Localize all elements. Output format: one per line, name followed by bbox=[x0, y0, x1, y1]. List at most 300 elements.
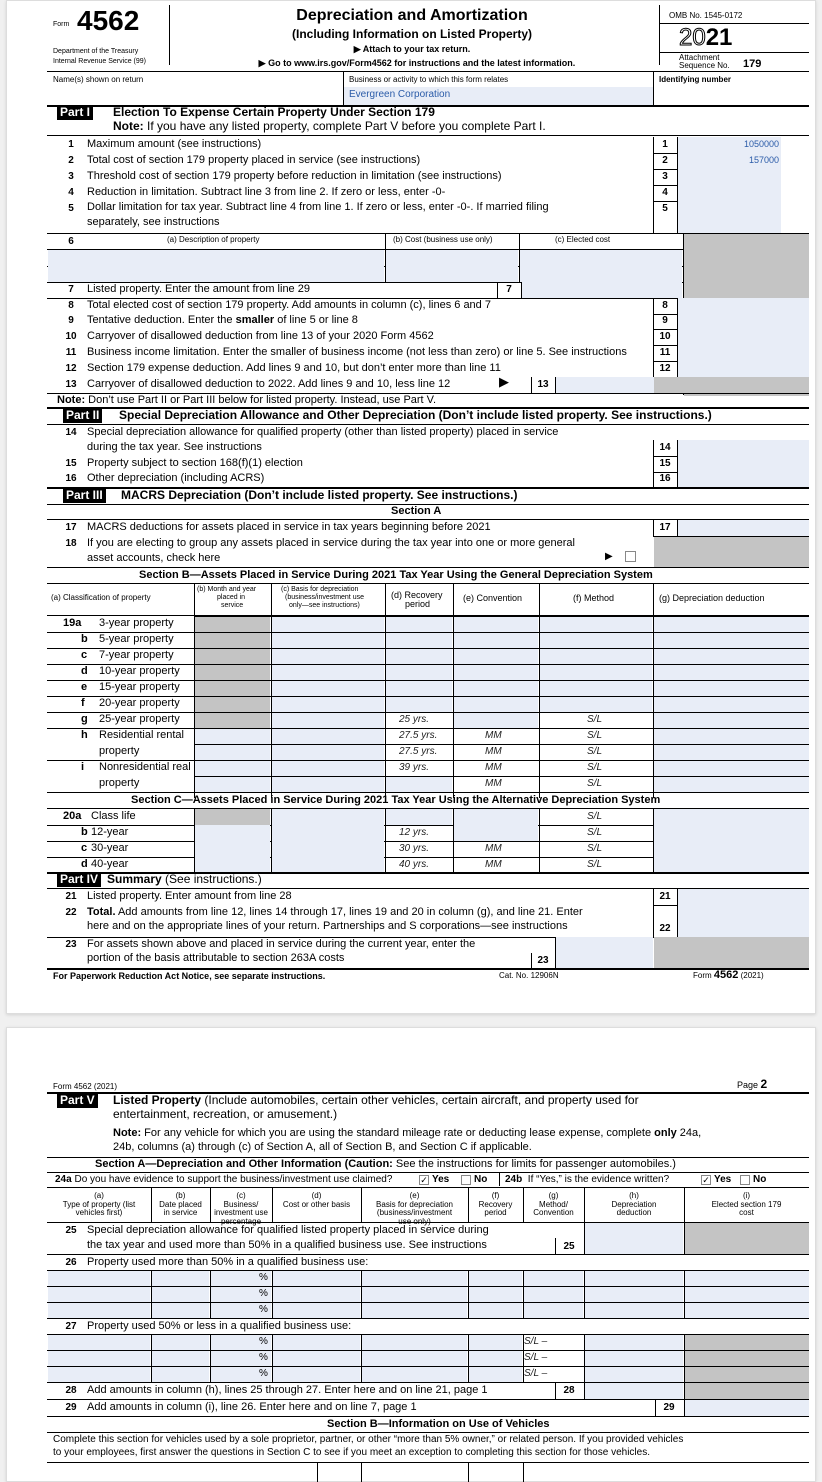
omb-number: OMB No. 1545-0172 bbox=[669, 11, 743, 20]
row-19-basis[interactable] bbox=[272, 760, 384, 776]
line-27-cost[interactable] bbox=[273, 1367, 360, 1382]
row-19-convention-value: MM bbox=[485, 762, 502, 773]
part-1-tag: Part I bbox=[57, 106, 93, 120]
row-19-letter: g bbox=[81, 713, 88, 725]
line-16-amount[interactable] bbox=[678, 471, 809, 487]
line-26-cost[interactable] bbox=[273, 1271, 360, 1286]
row-19-letter: b bbox=[81, 633, 88, 645]
line-26-cost[interactable] bbox=[273, 1303, 360, 1318]
line-24b-yes-checkbox[interactable]: ✓ bbox=[702, 1175, 710, 1185]
line-27-date[interactable] bbox=[152, 1351, 209, 1366]
section-b-heading: Section B—Assets Placed in Service During 2021 Tax Year Using the General Depreciation System bbox=[139, 569, 653, 581]
row-20-label: 30-year bbox=[91, 842, 129, 854]
row-20-recovery-value: 30 yrs. bbox=[399, 843, 430, 854]
row-19-recovery[interactable] bbox=[386, 776, 452, 792]
row-20-convention[interactable] bbox=[454, 825, 538, 841]
line-27-type[interactable] bbox=[48, 1367, 150, 1382]
line-27-recovery[interactable] bbox=[469, 1351, 522, 1366]
percent-sign: % bbox=[259, 1272, 268, 1283]
row-19-label: 7-year property bbox=[99, 649, 174, 661]
line-27-shade bbox=[685, 1367, 809, 1382]
row-19-basis[interactable] bbox=[272, 744, 384, 760]
listed-property-desc: (Include automobiles, certain other vehicles, certain aircraft, and property used for bbox=[201, 1093, 639, 1107]
line-22-text-a: Add amounts from line 12, lines 14 through 17, lines 19 and 20 in column (g), and line 21. Enter bbox=[115, 906, 583, 918]
line-26-recovery[interactable] bbox=[469, 1287, 522, 1302]
line-2-value: 157000 bbox=[748, 155, 779, 165]
line-18-text: If you are electing to group any assets placed in service during the tax year into one or more general bbox=[87, 537, 575, 549]
caution-text: See the instructions for limits for passenger automobiles.) bbox=[392, 1158, 676, 1170]
row-19-label: property bbox=[99, 777, 140, 789]
row-19-deduction[interactable] bbox=[654, 648, 809, 664]
line-6-description-1[interactable] bbox=[48, 250, 384, 266]
line-14-box-number: 14 bbox=[659, 442, 671, 453]
line-26-179[interactable] bbox=[685, 1271, 809, 1286]
line-17-amount[interactable] bbox=[678, 520, 809, 536]
row-19-month[interactable] bbox=[195, 776, 270, 792]
line-18-text-2: asset accounts, check here bbox=[87, 552, 221, 564]
row-19-basis[interactable] bbox=[272, 632, 384, 648]
col-header-h2: Depreciation bbox=[611, 1199, 657, 1209]
line-18-checkbox[interactable] bbox=[625, 551, 636, 562]
row-19-basis[interactable] bbox=[272, 696, 384, 712]
line-25-text-2: the tax year and used more than 50% in a qualified business use. See instructions bbox=[87, 1239, 487, 1251]
line-3-number: 3 bbox=[68, 171, 74, 182]
row-19-deduction[interactable] bbox=[654, 664, 809, 680]
column-rule bbox=[677, 298, 678, 314]
column-rule bbox=[677, 313, 678, 329]
rule-line bbox=[47, 1254, 809, 1255]
line-28-shade bbox=[685, 1383, 809, 1399]
line-15-number: 15 bbox=[65, 458, 77, 469]
col-e-header: (e) Convention bbox=[463, 593, 523, 603]
row-20-basis[interactable] bbox=[272, 857, 384, 873]
line-26-method[interactable] bbox=[524, 1287, 583, 1302]
col-c-header: (c) Basis for depreciation bbox=[281, 586, 359, 593]
row-19-convention[interactable] bbox=[454, 616, 538, 632]
summary-subtitle: (See instructions.) bbox=[161, 872, 262, 886]
row-19-month-shade bbox=[195, 648, 270, 664]
col-header-a2: Type of property (list bbox=[62, 1199, 136, 1209]
row-20-month bbox=[195, 809, 270, 825]
line-26-basis[interactable] bbox=[362, 1271, 467, 1286]
rule-line bbox=[194, 728, 809, 729]
line-9-amount[interactable] bbox=[678, 313, 809, 329]
row-19-recovery[interactable] bbox=[386, 696, 452, 712]
rule-line bbox=[47, 1172, 809, 1173]
line-26-179[interactable] bbox=[685, 1287, 809, 1302]
line-13-number: 13 bbox=[65, 379, 77, 390]
line-14-amount[interactable] bbox=[678, 440, 809, 456]
line-23-amount[interactable] bbox=[556, 937, 653, 968]
line-27-deduction[interactable] bbox=[585, 1351, 683, 1366]
percent-sign: % bbox=[259, 1304, 268, 1315]
line-26-recovery[interactable] bbox=[469, 1303, 522, 1318]
attach-instruction: ▶ Attach to your tax return. bbox=[353, 44, 471, 54]
line-18-number: 18 bbox=[65, 538, 77, 549]
summary-title: Summary bbox=[107, 872, 162, 886]
row-19-method-value: S/L bbox=[587, 714, 603, 725]
col-header-d1: (d) bbox=[311, 1191, 322, 1200]
line-24a-no-checkbox[interactable] bbox=[461, 1175, 471, 1185]
col-header-e3: (business/investment bbox=[376, 1208, 453, 1217]
line-27-method-value: S/L – bbox=[524, 1368, 548, 1379]
row-19-deduction[interactable] bbox=[654, 696, 809, 712]
row-20-deduction[interactable] bbox=[654, 825, 809, 841]
row-19-month[interactable] bbox=[195, 728, 270, 744]
row-20-month[interactable] bbox=[195, 825, 270, 841]
footer-form-num: 4562 bbox=[713, 969, 739, 981]
line-5-text-2: separately, see instructions bbox=[87, 216, 220, 228]
row-19-method[interactable] bbox=[540, 632, 652, 648]
section-b-text: Complete this section for vehicles used by a sole proprietor, partner, or other “more than 5% owner,” or related person. If you provided vehicles bbox=[53, 1434, 684, 1445]
row-19-deduction[interactable] bbox=[654, 776, 809, 792]
col-header-i1: (i) bbox=[742, 1191, 751, 1200]
row-19-convention[interactable] bbox=[454, 648, 538, 664]
line-26-text: Property used more than 50% in a qualified business use: bbox=[87, 1256, 369, 1268]
note-text-b: 24a, bbox=[676, 1127, 702, 1139]
column-rule bbox=[653, 153, 654, 169]
line-26-number: 26 bbox=[65, 1257, 77, 1268]
row-20-method-value: S/L bbox=[587, 827, 603, 838]
col-header-a3: vehicles first) bbox=[75, 1208, 123, 1217]
row-20-month[interactable] bbox=[195, 841, 270, 857]
line-26-method[interactable] bbox=[524, 1303, 583, 1318]
row-19-letter: e bbox=[81, 681, 88, 693]
row-19-month[interactable] bbox=[195, 760, 270, 776]
note-text: For any vehicle for which you are using the standard mileage rate or deducting lease expense, complete bbox=[141, 1127, 655, 1139]
row-19-convention[interactable] bbox=[454, 664, 538, 680]
row-19-letter: d bbox=[81, 665, 88, 677]
line-6-description-2[interactable] bbox=[48, 266, 384, 282]
line-28-amount[interactable] bbox=[585, 1383, 683, 1399]
row-19-letter: c bbox=[81, 649, 88, 661]
column-rule bbox=[523, 1462, 524, 1482]
col-header-f1: (f) bbox=[491, 1191, 500, 1200]
row-19-deduction[interactable] bbox=[654, 680, 809, 696]
line-23-number: 23 bbox=[65, 939, 77, 950]
line-3-amount[interactable] bbox=[678, 169, 781, 185]
line-4-number: 4 bbox=[68, 187, 74, 198]
section-a-title: Section A—Depreciation and Other Information bbox=[95, 1158, 342, 1170]
line-27-shade bbox=[685, 1351, 809, 1366]
column-rule bbox=[653, 137, 654, 153]
line-5-number: 5 bbox=[662, 203, 668, 214]
line-26-type[interactable] bbox=[48, 1271, 150, 1286]
line-26-date[interactable] bbox=[152, 1271, 209, 1286]
row-19-recovery[interactable] bbox=[386, 648, 452, 664]
row-20-basis[interactable] bbox=[272, 841, 384, 857]
line-26-deduction[interactable] bbox=[585, 1271, 683, 1286]
column-rule bbox=[653, 298, 654, 314]
line-27-method-value: S/L – bbox=[524, 1352, 548, 1363]
rule-line bbox=[194, 744, 809, 745]
row-19-month-shade bbox=[195, 680, 270, 696]
row-19-recovery[interactable] bbox=[386, 680, 452, 696]
rule-line bbox=[47, 1318, 809, 1319]
line-24b-yes-label: Yes bbox=[714, 1174, 732, 1185]
percent-sign: % bbox=[259, 1368, 268, 1379]
line-27-deduction[interactable] bbox=[585, 1367, 683, 1382]
col-header-c3: investment use bbox=[214, 1208, 268, 1217]
line-27-date[interactable] bbox=[152, 1335, 209, 1350]
col-header-g1: (g) bbox=[548, 1191, 559, 1200]
col-b-header-2: placed in bbox=[217, 594, 246, 601]
line-9-text bbox=[87, 314, 358, 327]
row-19-month-shade bbox=[195, 616, 270, 632]
row-19-letter: 19a bbox=[63, 617, 82, 629]
part-3-tag: Part III bbox=[63, 489, 106, 503]
business-label: Business or activity to which this form relates bbox=[349, 75, 509, 84]
row-19-basis[interactable] bbox=[272, 712, 384, 728]
col-d-header: (d) Recovery bbox=[391, 590, 443, 600]
rule-line bbox=[47, 424, 809, 425]
row-19-recovery[interactable] bbox=[386, 616, 452, 632]
line-26-type[interactable] bbox=[48, 1303, 150, 1318]
line-7-amount[interactable] bbox=[522, 282, 682, 298]
row-19-convention-value: MM bbox=[485, 730, 502, 741]
form-prefix: Form bbox=[53, 21, 70, 28]
line-27-recovery[interactable] bbox=[469, 1335, 522, 1350]
line-10-amount[interactable] bbox=[678, 329, 809, 345]
row-19-convention[interactable] bbox=[454, 632, 538, 648]
row-19-recovery-value: 27.5 yrs. bbox=[399, 730, 438, 741]
line-26-deduction[interactable] bbox=[585, 1303, 683, 1318]
col-header-h1: (h) bbox=[629, 1191, 639, 1200]
row-19-basis[interactable] bbox=[272, 776, 384, 792]
line-4-amount[interactable] bbox=[678, 185, 781, 201]
row-19-basis[interactable] bbox=[272, 616, 384, 632]
column-rule bbox=[653, 889, 654, 905]
line-12-amount[interactable] bbox=[678, 361, 809, 377]
line-14-text-2: during the tax year. See instructions bbox=[87, 441, 262, 453]
row-19-deduction[interactable] bbox=[654, 760, 809, 776]
rule-line bbox=[194, 696, 809, 697]
column-rule bbox=[653, 169, 654, 185]
line-27-basis[interactable] bbox=[362, 1351, 467, 1366]
row-19-basis[interactable] bbox=[272, 728, 384, 744]
line-1-number: 1 bbox=[68, 139, 74, 150]
line-10-text: Carryover of disallowed deduction from line 13 of your 2020 Form 4562 bbox=[87, 330, 434, 342]
line-21-box-number: 21 bbox=[659, 891, 671, 902]
part-3-title: MACRS Depreciation (Don’t include listed property. See instructions.) bbox=[121, 488, 518, 502]
line-7-number: 7 bbox=[68, 284, 74, 295]
line-10-number: 10 bbox=[65, 331, 77, 342]
line-6-cost-2[interactable] bbox=[386, 266, 518, 282]
line-7-text: Listed property. Enter the amount from line 29 bbox=[87, 283, 310, 295]
line-6-elected-1[interactable] bbox=[520, 250, 682, 266]
line-27-type[interactable] bbox=[48, 1351, 150, 1366]
line-27-type[interactable] bbox=[48, 1335, 150, 1350]
row-19-recovery-value: 27.5 yrs. bbox=[399, 746, 438, 757]
form-number: 4562 bbox=[77, 5, 140, 36]
line-26-date[interactable] bbox=[152, 1287, 209, 1302]
rule-line bbox=[47, 135, 809, 136]
row-19-method-value: S/L bbox=[587, 730, 603, 741]
footer-form-pre: Form bbox=[693, 971, 714, 980]
line-21-text: Listed property. Enter amount from line 28 bbox=[87, 890, 292, 902]
row-19-basis[interactable] bbox=[272, 680, 384, 696]
line-27-number: 27 bbox=[65, 1321, 77, 1332]
rule-line bbox=[47, 792, 809, 793]
col-c-header-2: (business/investment use bbox=[285, 594, 364, 601]
line-24a-no-label: No bbox=[474, 1174, 488, 1185]
col-g-header: (g) Depreciation deduction bbox=[659, 593, 765, 603]
col-header-h3: deduction bbox=[616, 1208, 652, 1217]
line-3-text: Threshold cost of section 179 property before reduction in limitation (see instructions) bbox=[87, 170, 502, 182]
line-26-type[interactable] bbox=[48, 1287, 150, 1302]
row-19-method-value: S/L bbox=[587, 746, 603, 757]
row-19-recovery[interactable] bbox=[386, 632, 452, 648]
row-19-deduction[interactable] bbox=[654, 728, 809, 744]
row-19-convention[interactable] bbox=[454, 696, 538, 712]
row-19-deduction[interactable] bbox=[654, 632, 809, 648]
line-26-cost[interactable] bbox=[273, 1287, 360, 1302]
line-22-text-2: here and on the appropriate lines of your return. Partnerships and S corporations—see instructions bbox=[87, 920, 568, 932]
line-9-number: 9 bbox=[68, 315, 74, 326]
percent-sign: % bbox=[259, 1352, 268, 1363]
line-14-text: Special depreciation allowance for qualified property (other than listed property) placed in service bbox=[87, 426, 559, 438]
line-5-amount[interactable] bbox=[678, 201, 781, 233]
attachment-label: Attachment bbox=[679, 53, 720, 62]
row-19-method[interactable] bbox=[540, 616, 652, 632]
row-20-convention[interactable] bbox=[454, 809, 538, 825]
line-22-total: Total. bbox=[87, 906, 116, 918]
column-rule bbox=[653, 361, 654, 377]
line-26-179[interactable] bbox=[685, 1303, 809, 1318]
line-1-value: 1050000 bbox=[743, 139, 779, 149]
row-20-deduction[interactable] bbox=[654, 841, 809, 857]
line-11-amount[interactable] bbox=[678, 345, 809, 361]
col-header-b1: (b) bbox=[175, 1191, 186, 1200]
line-22-amount[interactable] bbox=[678, 905, 809, 937]
line-27-recovery[interactable] bbox=[469, 1367, 522, 1382]
row-19-method[interactable] bbox=[540, 696, 652, 712]
column-rule bbox=[499, 1172, 500, 1186]
row-20-letter: 20a bbox=[63, 810, 82, 822]
row-20-basis[interactable] bbox=[272, 809, 384, 825]
line-9-smaller: smaller bbox=[235, 314, 275, 326]
row-19-basis[interactable] bbox=[272, 648, 384, 664]
line-24a-yes-checkbox[interactable]: ✓ bbox=[420, 1175, 428, 1185]
column-rule bbox=[653, 185, 654, 201]
page-number bbox=[737, 1078, 767, 1092]
row-20-recovery[interactable] bbox=[386, 809, 452, 825]
column-rule bbox=[653, 440, 654, 456]
line-26-basis[interactable] bbox=[362, 1303, 467, 1318]
row-19-method[interactable] bbox=[540, 680, 652, 696]
line-11-number: 11 bbox=[65, 347, 77, 358]
line-6-elected-2[interactable] bbox=[520, 266, 682, 282]
line-27-cost[interactable] bbox=[273, 1335, 360, 1350]
part-2-tag: Part II bbox=[63, 409, 102, 423]
column-rule bbox=[653, 313, 654, 329]
row-19-deduction[interactable] bbox=[654, 744, 809, 760]
line-26-deduction[interactable] bbox=[585, 1287, 683, 1302]
part-5-title-2: entertainment, recreation, or amusement.) bbox=[113, 1107, 338, 1121]
line-27-shade bbox=[685, 1335, 809, 1350]
rule-line bbox=[47, 567, 809, 568]
listed-property-title: Listed Property bbox=[113, 1093, 202, 1107]
line-27-cost[interactable] bbox=[273, 1351, 360, 1366]
line-27-basis[interactable] bbox=[362, 1367, 467, 1382]
line-29-amount[interactable] bbox=[685, 1400, 809, 1416]
row-19-month[interactable] bbox=[195, 744, 270, 760]
row-19-basis[interactable] bbox=[272, 664, 384, 680]
irs-label: Internal Revenue Service (99) bbox=[53, 58, 146, 65]
line-13-shade bbox=[654, 377, 809, 393]
line-24a bbox=[55, 1174, 392, 1186]
line-4-text: Reduction in limitation. Subtract line 3 from line 2. If zero or less, enter -0- bbox=[87, 186, 446, 198]
form-title: Depreciation and Amortization bbox=[296, 7, 528, 24]
col-header-i2: Elected section 179 bbox=[711, 1199, 782, 1209]
col-header-d2: Cost or other basis bbox=[282, 1199, 351, 1209]
line-21-amount[interactable] bbox=[678, 889, 809, 905]
row-20-deduction[interactable] bbox=[654, 809, 809, 825]
line-26-method[interactable] bbox=[524, 1271, 583, 1286]
line-27-date[interactable] bbox=[152, 1367, 209, 1382]
line-29-text: Add amounts in column (i), line 26. Enter here and on line 7, page 1 bbox=[87, 1401, 417, 1413]
row-19-deduction[interactable] bbox=[654, 616, 809, 632]
line-22-text bbox=[87, 906, 583, 919]
line-10-box-number: 10 bbox=[659, 331, 671, 342]
row-19-label: 5-year property bbox=[99, 633, 174, 645]
line-26-recovery[interactable] bbox=[469, 1271, 522, 1286]
line-26-date[interactable] bbox=[152, 1303, 209, 1318]
row-19-convention-value: MM bbox=[485, 746, 502, 757]
note-text: If you have any listed property, complete Part V before you complete Part I. bbox=[143, 119, 546, 133]
rule-line bbox=[194, 648, 809, 649]
col-header-f3: period bbox=[484, 1208, 507, 1217]
line-24b-text: If “Yes,” is the evidence written? bbox=[527, 1174, 670, 1185]
row-19-recovery[interactable] bbox=[386, 664, 452, 680]
line-16-text: Other depreciation (including ACRS) bbox=[87, 472, 265, 484]
line-15-amount[interactable] bbox=[678, 456, 809, 472]
line-27-deduction[interactable] bbox=[585, 1335, 683, 1350]
col-b-header: (b) Month and year bbox=[197, 586, 257, 593]
column-rule bbox=[555, 1238, 556, 1254]
column-rule bbox=[677, 329, 678, 345]
row-19-method[interactable] bbox=[540, 664, 652, 680]
page2-header-form: Form 4562 (2021) bbox=[53, 1082, 118, 1091]
row-19-method[interactable] bbox=[540, 648, 652, 664]
column-rule bbox=[317, 1462, 318, 1482]
line-15-box-number: 15 bbox=[659, 458, 671, 469]
row-20-label: 12-year bbox=[91, 826, 129, 838]
row-19-convention[interactable] bbox=[454, 680, 538, 696]
row-20-recovery-value: 12 yrs. bbox=[399, 827, 430, 838]
line-26-basis[interactable] bbox=[362, 1287, 467, 1302]
tax-year bbox=[679, 24, 732, 52]
line-8-amount[interactable] bbox=[678, 298, 809, 314]
row-19-letter: f bbox=[81, 697, 85, 709]
row-19-deduction[interactable] bbox=[654, 712, 809, 728]
col-header-g2: Method/ bbox=[539, 1199, 568, 1209]
row-20-basis[interactable] bbox=[272, 825, 384, 841]
line-6-cost-1[interactable] bbox=[386, 250, 518, 266]
rule-line bbox=[194, 664, 809, 665]
row-19-convention[interactable] bbox=[454, 712, 538, 728]
line-24b-no-checkbox[interactable] bbox=[740, 1175, 750, 1185]
col-c-header-3: only—see instructions) bbox=[289, 602, 360, 609]
line-27-basis[interactable] bbox=[362, 1335, 467, 1350]
note-label: Note: bbox=[113, 1127, 142, 1139]
row-20-month[interactable] bbox=[195, 857, 270, 873]
row-19-recovery-value: 39 yrs. bbox=[399, 762, 430, 773]
row-20-deduction[interactable] bbox=[654, 857, 809, 873]
line-9-text-c: of line 5 or line 8 bbox=[274, 314, 358, 326]
arrow-icon: ▶ bbox=[499, 374, 509, 389]
line-25-amount[interactable] bbox=[585, 1223, 683, 1254]
